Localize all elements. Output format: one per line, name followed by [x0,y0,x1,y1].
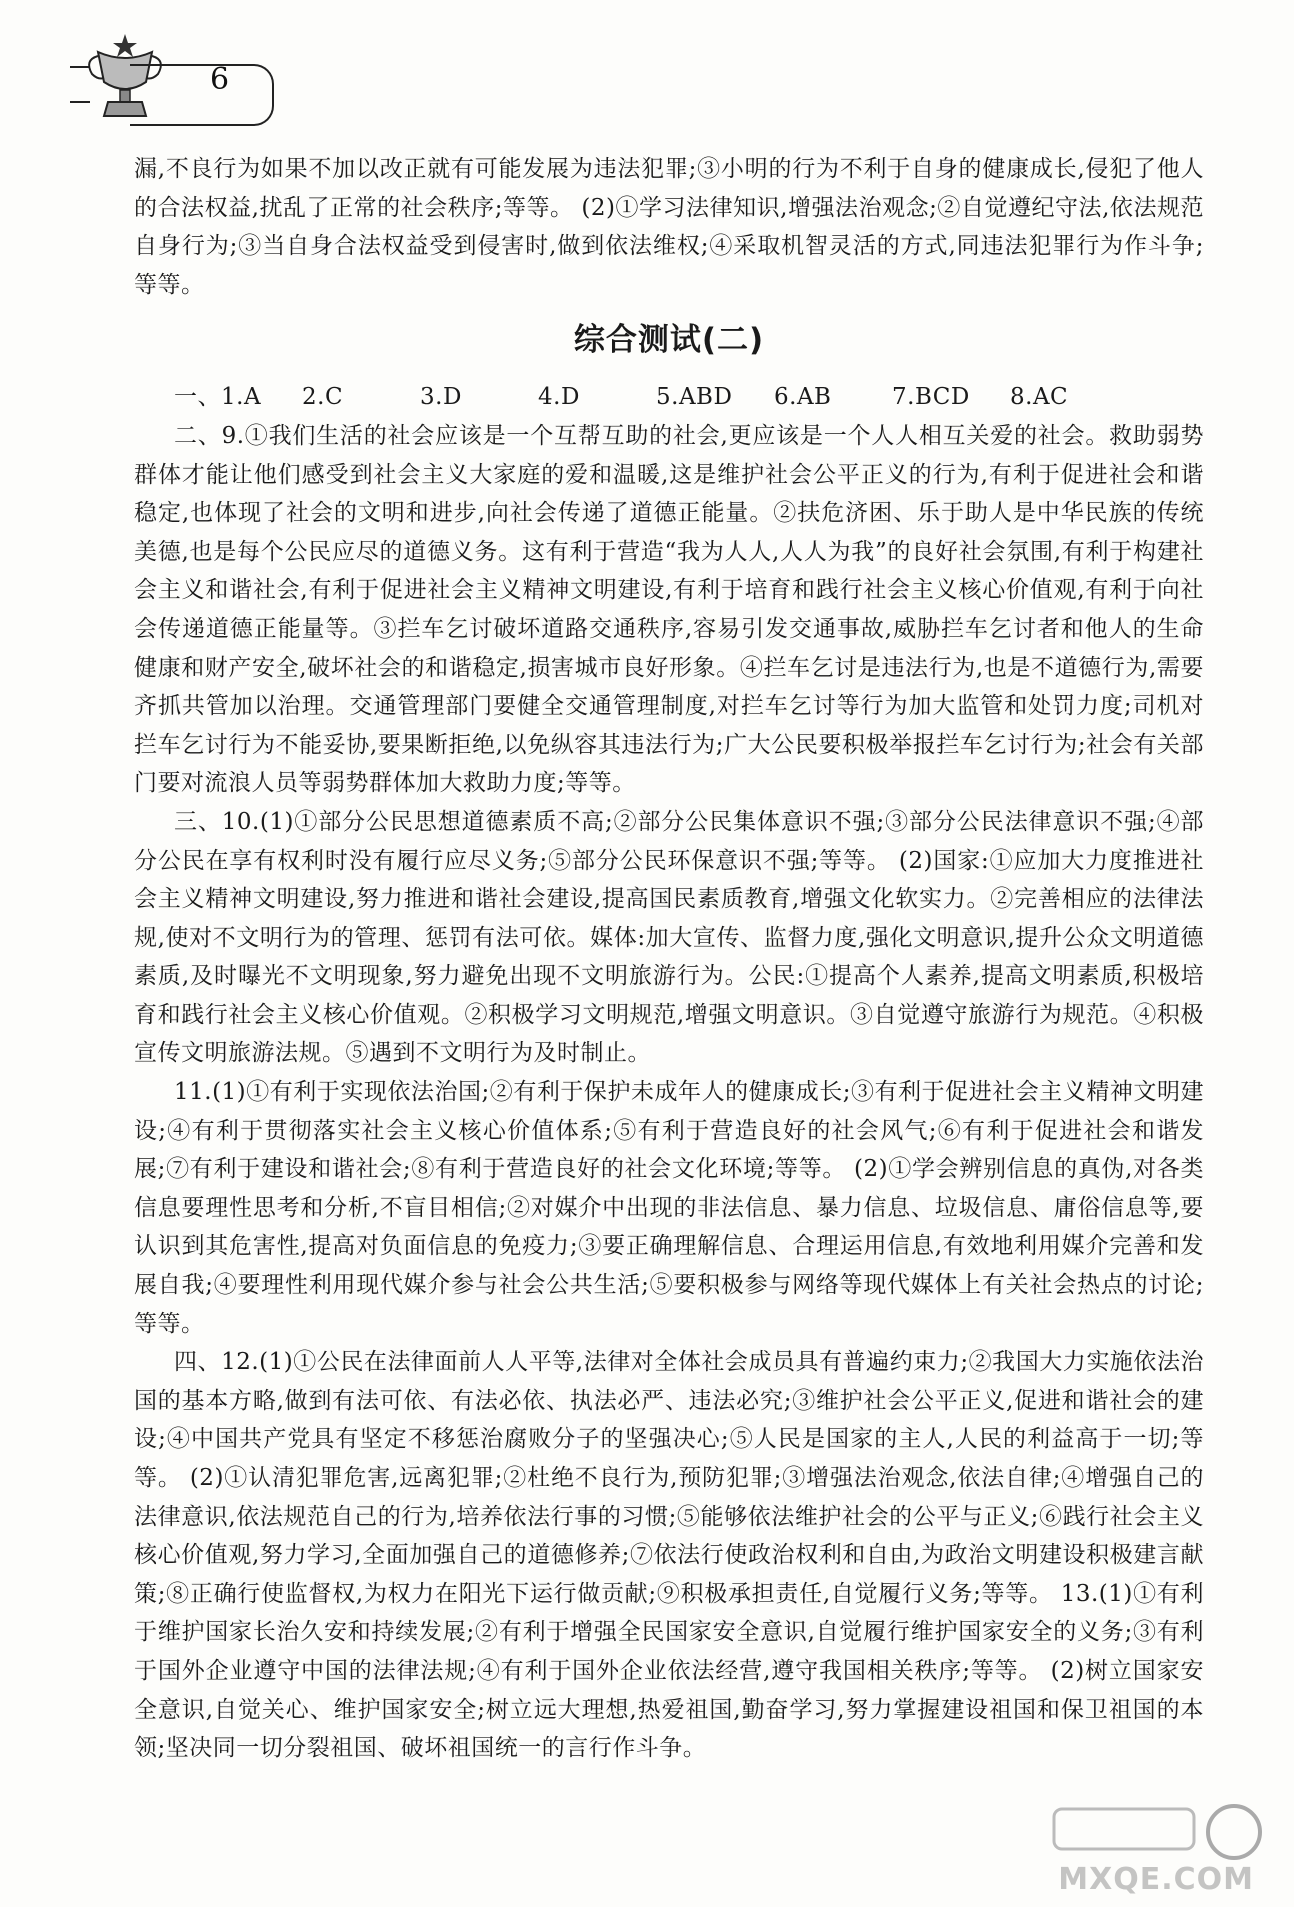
answer-paragraph-q12-13: 四、12.(1)①公民在法律面前人人平等,法律对全体社会成员具有普遍约束力;②我国大力实施依法治国的基本方略,做到有法可依、有法必依、执法必严、违法必究;③维护社会公平正义,促进和谐社会的建设;④中国共产党具有坚定不移惩治腐败分子的坚强决心;⑤人民是国家的主人,人民的利益高于一切;等等。 (2)①认清犯罪危害,远离犯罪;②杜绝不良行为,预防犯罪;③增强法治观念,依法自律;④增强自己的法律意识,依法规范自己的行为,培养依法行事的习惯;⑤能够依法维护社会的公平与正义;⑥践行社会主义核心价值观,努力学习,全面加强自己的道德修养;⑦依法行使政治权利和自由,为政治文明建设积极建言献策;⑧正确行使监督权,为权力在阳光下运行做贡献;⑨积极承担责任,自觉履行义务;等等。 13.(1)①有利于维护国家长治久安和持续发展;②有利于增强全民国家安全意识,自觉履行维护国家安全的义务;③有利于国外企业遵守中国的法律法规;④有利于国外企业依法经营,遵守我国相关秩序;等等。 (2)树立国家安全意识,自觉关心、维护国家安全;树立远大理想,热爱祖国,勤奋学习,努力掌握建设祖国和保卫祖国的本领;坚决同一切分裂祖国、破坏祖国统一的言行作斗争。 [134,1349,1204,1762]
choice-answer: 6.AB [774,384,832,411]
section-title: 综合测试(二) [573,322,765,359]
answer-paragraph-q9: 二、9.①我们生活的社会应该是一个互帮互助的社会,更应该是一个人人相互关爱的社会。救助弱势群体才能让他们感受到社会主义大家庭的爱和温暖,这是维护社会公平正义的行为,有利于促进社会和谐稳定,也体现了社会的文明和进步,向社会传递了道德正能量。②扶危济困、乐于助人是中华民族的传统美德,也是每个公民应尽的道德义务。这有利于营造“我为人人,人人为我”的良好社会氛围,有利于构建社会主义和谐社会,有利于促进社会主义精神文明建设,有利于培育和践行社会主义核心价值观,有利于向社会传递道德正能量等。③拦车乞讨破坏道路交通秩序,容易引发交通事故,威胁拦车乞讨者和他人的生命健康和财产安全,破坏社会的和谐稳定,损害城市良好形象。④拦车乞讨是违法行为,也是不道德行为,需要齐抓共管加以治理。交通管理部门要健全交通管理制度,对拦车乞讨等行为加大监管和处罚力度;司机对拦车乞讨行为不能妥协,要果断拒绝,以免纵容其违法行为;广大公民要积极举报拦车乞讨行为;社会有关部门要对流浪人员等弱势群体加大救助力度;等等。 [134,422,1204,797]
page-number: 6 [210,62,230,97]
choice-answer: 一、1.A [174,384,262,411]
choice-answer: 2.C [302,384,344,411]
watermark-logo-icon [1034,1797,1274,1867]
watermark-text: MXQE.COM [1058,1862,1254,1897]
answer-paragraph-q10: 三、10.(1)①部分公民思想道德素质不高;②部分公民集体意识不强;③部分公民法律意识不强;④部分公民在享有权利时没有履行应尽义务;⑤部分公民环保意识不强;等等。 (2)国家:①应加大力度推进社会主义精神文明建设,努力推进和谐社会建设,提高国民素质教育,增强文化软实力。②完善相应的法律法规,使对不文明行为的管理、惩罚有法可依。媒体:加大宣传、监督力度,强化文明意识,提升公众文明道德素质,及时曝光不文明现象,努力避免出现不文明旅游行为。公民:①提高个人素养,提高文明素质,积极培育和践行社会主义核心价值观。②积极学习文明规范,增强文明意识。③自觉遵守旅游行为规范。④积极宣传文明旅游法规。⑤遇到不文明行为及时制止。 [134,808,1204,1067]
intro-paragraph: 漏,不良行为如果不加以改正就有可能发展为违法犯罪;③小明的行为不利于自身的健康成长,侵犯了他人的合法权益,扰乱了正常的社会秩序;等等。 (2)①学习法律知识,增强法治观念;②自觉遵纪守法,依法规范自身行为;③当自身合法权益受到侵害时,做到依法维权;④采取机智灵活的方式,同违法犯罪行为作斗争;等等。 [134,156,1204,298]
page-number-frame [130,64,274,126]
answer-content [134,150,1204,1768]
choice-answer: 8.AC [1010,384,1069,411]
choice-answer: 5.ABD [656,384,733,411]
choice-answer: 4.D [538,384,580,411]
choice-answer: 7.BCD [892,384,970,411]
choice-answers-row [134,378,1204,417]
choice-answer: 3.D [420,384,462,411]
page-header [0,0,1294,140]
watermark [1034,1797,1274,1897]
answer-paragraph-q11: 11.(1)①有利于实现依法治国;②有利于保护未成年人的健康成长;③有利于促进社会主义精神文明建设;④有利于贯彻落实社会主义核心价值体系;⑤有利于营造良好的社会风气;⑥有利于促进社会和谐发展;⑦有利于建设和谐社会;⑧有利于营造良好的社会文化环境;等等。 (2)①学会辨别信息的真伪,对各类信息要理性思考和分析,不盲目相信;②对媒介中出现的非法信息、暴力信息、垃圾信息、庸俗信息等,要认识到其危害性,提高对负面信息的免疫力;③要正确理解信息、合理运用信息,有效地利用媒介完善和发展自我;④要理性利用现代媒介参与社会公共生活;⑤要积极参与网络等现代媒体上有关社会热点的讨论;等等。 [134,1079,1204,1337]
